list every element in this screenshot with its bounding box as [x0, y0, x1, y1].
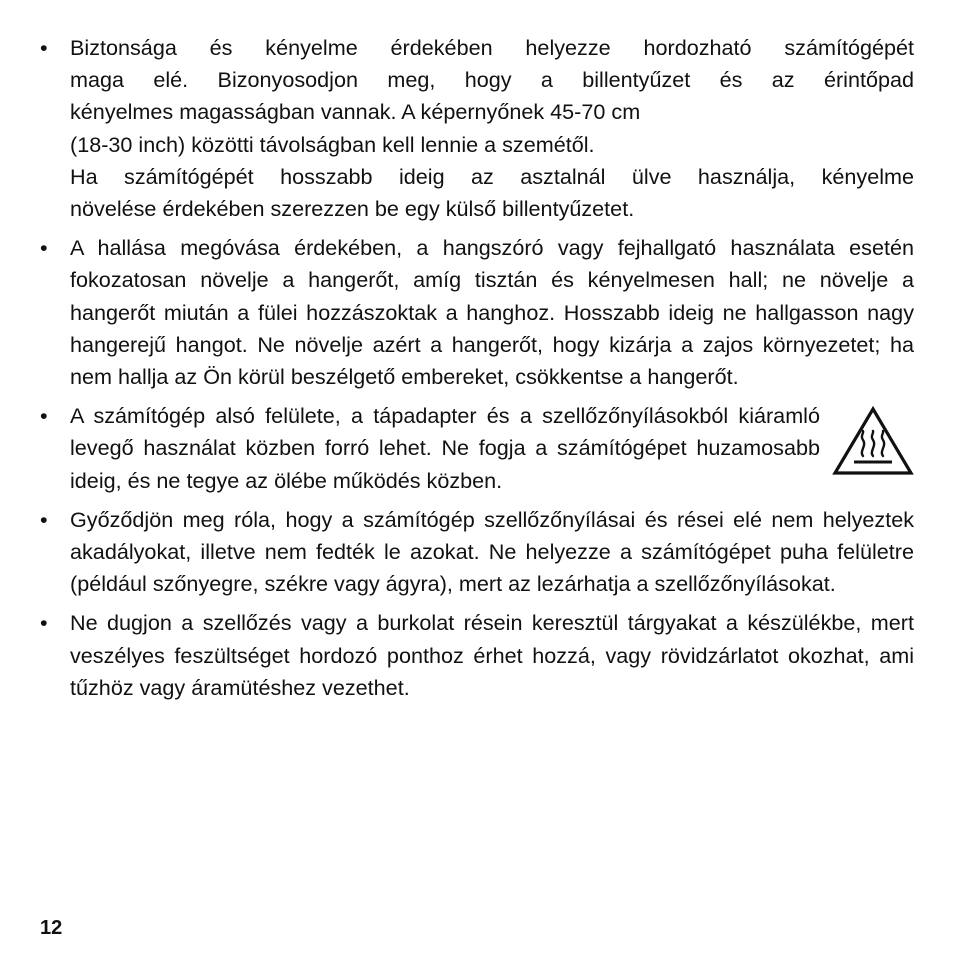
- list-item: [40, 504, 914, 601]
- hot-surface-warning-icon: [832, 406, 914, 476]
- text-line: kényelmes magasságban vannak. A képernyőnek 45-70 cm: [70, 99, 641, 125]
- text-line: (18-30 inch) közötti távolságban kell lennie a szemétől.: [70, 131, 595, 157]
- text-line: Biztonsága és kényelme érdekében helyezze hordozható számítógépét: [70, 35, 914, 60]
- paragraph-text: Ne dugjon a szellőzés vagy a burkolat résein keresztül tárgyakat a készülékbe, mert veszélyes feszültséget hordozó ponthoz érhet hozzá, vagy rövidzárlatot okozhat, ami tűzhöz vagy áramütéshez vezethet.: [70, 610, 914, 700]
- bullet-marker: •: [40, 235, 48, 261]
- bullet-marker: •: [40, 506, 48, 532]
- list-item: [40, 32, 914, 225]
- paragraph-text: A számítógép alsó felülete, a tápadapter és a szellőzőnyílásokból kiáramló levegő használat közben forró lehet. Ne fogja a számítógépet huzamosabb ideig, és ne tegye az ölébe működés közben.: [70, 403, 820, 493]
- text-line: maga elé. Bizonyosodjon meg, hogy a billentyűzet és az érintőpad: [70, 67, 914, 93]
- safety-bullet-list: [40, 32, 914, 711]
- page-number: 12: [40, 917, 63, 939]
- paragraph-text: A hallása megóvása érdekében, a hangszóró vagy fejhallgató használata esetén fokozatosan növelje a hangerőt, amíg tisztán és kényelmesen hall; ne növelje a hangerőt miután a fülei hozzászoktak a hanghoz. Hosszabb ideig ne hallgasson nagy hangerejű hangot. Ne növelje azért a hangerőt, hogy kizárja a zajos környezetet; ha nem hallja az Ön körül beszélgető embereket, csökkentse a hangerőt.: [70, 235, 914, 390]
- list-item: [40, 400, 914, 497]
- text-line: növelése érdekében szerezzen be egy külső billentyűzetet.: [70, 196, 635, 222]
- bullet-marker: •: [40, 35, 48, 60]
- paragraph-text: Győződjön meg róla, hogy a számítógép szellőzőnyílásai és rései elé nem helyeztek akadályokat, illetve nem fedték le azokat. Ne helyezze a számítógépet puha felületre (például szőnyegre, székre vagy ágyra), mert az lezárhatja a szellőzőnyílásokat.: [70, 506, 914, 597]
- list-item: [40, 232, 914, 393]
- bullet-marker: •: [40, 403, 48, 429]
- bullet-marker: •: [40, 610, 48, 636]
- list-item: [40, 607, 914, 704]
- text-line: Ha számítógépét hosszabb ideig az asztalnál ülve használja, kényelme: [70, 163, 914, 189]
